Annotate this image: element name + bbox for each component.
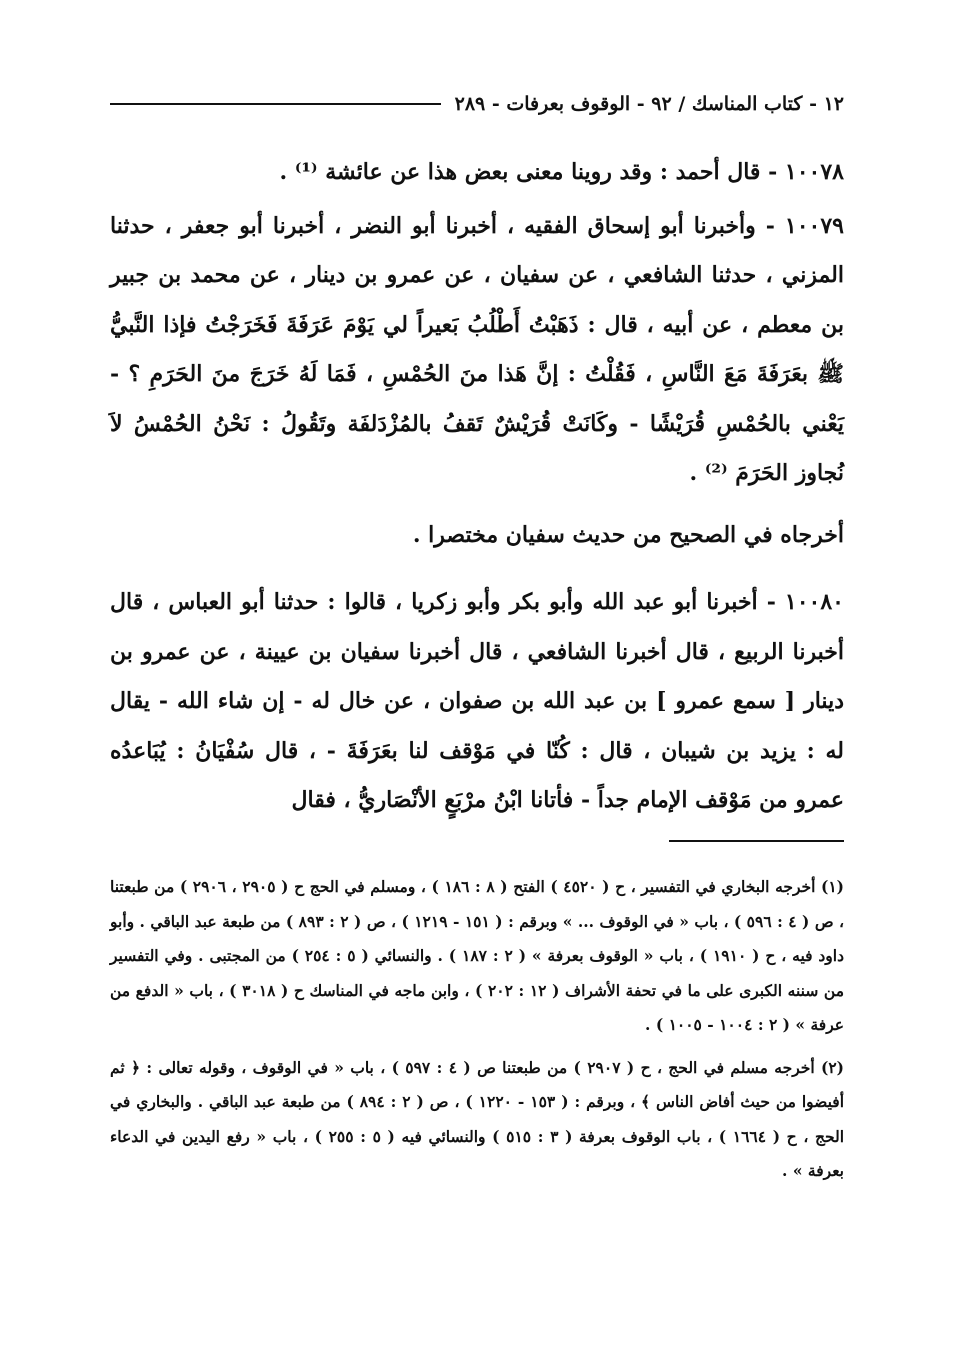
footnote-2: (٢) أخرجه مسلم في الحج ، ح ( ٢٩٠٧ ) من طبعتنا ص ( ٤ : ٥٩٧ ) ، باب « في الوقوف ، وقوله تعالى : ﴿ ثم أفيضوا من حيث أفاض الناس ﴾ ، وبرقم : ( ١٥٣ - ١٢٢٠ ) ، ص ( ٢ : ٨٩٤ ) من طبعة عبد الباقي . والبخاري في الحج ، ح ( ١٦٦٤ ) ، باب الوقوف بعرفة ( ٣ : ٥١٥ ) والنسائي فيه ( ٥ : ٢٥٥ ) ، باب « رفع اليدين في الدعاء بعرفة » . <box>110 1057 845 1180</box>
hadith-10078: ١٠٠٧٨ - قال أحمد : وقد روينا معنى بعض هذا عن عائشة ⁽¹⁾ . <box>279 159 844 185</box>
running-header <box>110 88 844 120</box>
footnote-1: (١) أخرجه البخاري في التفسير ، ح ( ٤٥٢٠ ) الفتح ( ٨ : ١٨٦ ) ، ومسلم في الحج ح ( ٢٩٠٥ ، ٢٩٠٦ ) من طبعتنا ، ص ( ٤ : ٥٩٦ ) ، باب « في الوقوف ... » وبرقم : ( ١٥١ - ١٢١٩ ) ، ص ( ٢ : ٨٩٣ ) من طبعة عبد الباقي . وأبو داود فيه ، ح ( ١٩١٠ ) ، باب « الوقوف بعرفة » ( ٢ : ١٨٧ ) . والنسائي ( ٥ : ٢٥٤ ) من المجتبى . وفي التفسير من سننه الكبرى على ما في تحفة الأشراف ( ١٢ : ٢٠٢ ) ، وابن ماجه في المناسك ح ( ٣٠١٨ ) ، باب « الدفع من عرفة » ( ٢ : ١٠٠٤ - ١٠٠٥ ) . <box>110 877 845 1034</box>
header-title: ١٢ - كتاب المناسك / ٩٢ - الوقوف بعرفات - ٢٨٩ <box>454 93 844 115</box>
header-rule <box>110 103 441 105</box>
footnote-separator <box>669 840 844 842</box>
hadith-10080: ١٠٠٨٠ - أخبرنا أبو عبد الله وأبو بكر وأبو زكريا ، قالوا : حدثنا أبو العباس ، قال أخبرنا الربيع ، قال أخبرنا الشافعي ، قال أخبرنا سفيان بن عيينة ، عن عمرو بن دينار [ سمع عمرو ] بن عبد الله بن صفوان ، عن خال له - إن شاء الله - يقال له : يزيد بن شيبان ، قال : كُنّا في مَوْقف لنا بعَرَفَةَ - ، قال سُفْيَانُ : يُبَاعدُه عمرو من مَوْقف الإمام جداً - فأتانا ابْنُ مرْبَعٍ الأنْصَاريُّ ، فقال <box>110 589 845 813</box>
main-text <box>110 148 844 838</box>
footnotes <box>110 870 844 1197</box>
takhrij-note: أخرجاه في الصحيح من حديث سفيان مختصرا . <box>412 521 844 548</box>
hadith-10079: ١٠٠٧٩ - وأخبرنا أبو إسحاق الفقيه ، أخبرنا أبو النضر ، أخبرنا أبو جعفر ، حدثنا المزني ، حدثنا الشافعي ، عن سفيان ، عن عمرو بن دينار ، عن محمد بن جبير بن معطم ، عن أبيه ، قال : ذَهَبْتُ أَطْلُبُ بَعيراً لي يَوْمَ عَرَفَةَ فَخَرَجْتُ فإذا النَّبيُّ ﷺ بعَرَفَةَ مَعَ النَّاسِ ، فَقُلْتُ : إنَّ هَذا منَ الحُمْسِ ، فَمَا لَهُ خَرَجَ منَ الحَرَمِ ؟ - يَعْني بالحُمْسِ قُرَيْشًا - وكَانَتْ قُرَيْشٌ تَقفُ بالمُزْدَلفَة وتَقُولُ : نَحْنُ الحُمْسُ لاَ نُجاوز الحَرَمَ ⁽²⁾ . <box>110 212 844 486</box>
